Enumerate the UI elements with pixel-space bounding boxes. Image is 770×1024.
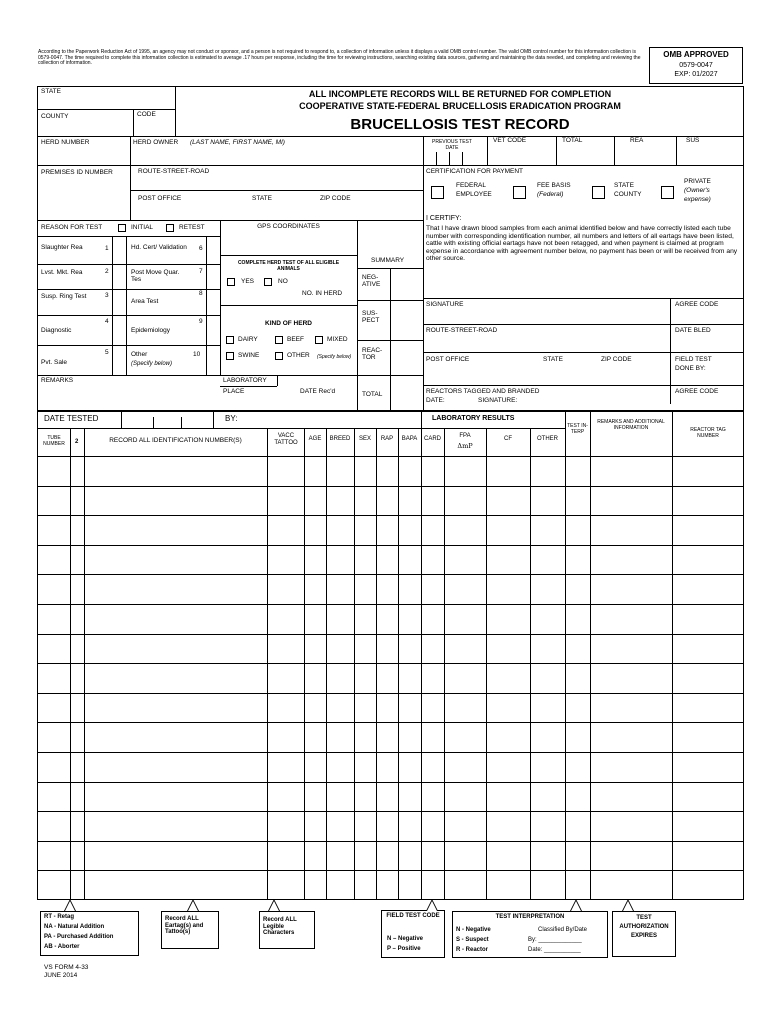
expense-label: expense) [684,196,711,203]
signature-label: SIGNATURE [426,301,464,308]
reason-post-move: Post Move Quar. Tes [131,269,180,284]
table-row[interactable] [38,842,743,870]
reason-num-10: 10 [193,351,201,358]
form-number: VS FORM 4-33 [44,964,89,971]
field-test-label: FIELD TEST [675,356,712,363]
reason-num-5: 5 [105,349,109,356]
col-age: AGE [308,436,322,442]
cert-zip-label: ZIP CODE [601,356,632,363]
agree-code-label: AGREE CODE [675,301,719,308]
kind-of-herd-label: KIND OF HERD [265,320,312,327]
paperwork-notice: According to the Paperwork Reduction Act of 1995, an agency may not conduct or sponsor, and a person is not required to respond to, a collection of information unless it displays a valid OMB control number. The valid OMB control number for this information collection is 0579-0047. The time required to complete this information collection is estimated to average .17 hours per response, including the time for reviewing instructions, searching existing data sources, gathering and maintaining the data needed, and completing and reviewing the collection of information. [38,49,641,67]
reason-num-9: 9 [199,318,203,325]
reason-slaughter: Slaughter Rea [41,244,83,251]
legend-aborter: AB - Aborter [44,944,80,950]
legend-purchased-addition: PA - Purchased Addition [44,934,114,940]
previous-test-date-label: PREVIOUS TEST DATE [432,139,472,151]
sus-label: SUS [686,137,700,144]
beef-label: BEEF [287,336,304,343]
col-test-interp: TEST IN- TERP [567,423,588,435]
reason-num-3: 3 [105,292,109,299]
state-field[interactable] [40,97,172,108]
i-certify-label: I CERTIFY: [426,215,462,222]
certification-heading: CERTIFICATION FOR PAYMENT [426,168,524,175]
legend-authorization: TEST AUTHORIZATION EXPIRES [619,915,669,939]
route-street-road-label: ROUTE-STREET-ROAD [138,168,210,175]
code-label: CODE [137,111,156,118]
retest-checkbox[interactable] [166,224,174,232]
fee-basis-label: FEE BASIS [537,182,571,189]
complete-herd-test-label: COMPLETE HERD TEST OF ALL ELIGIBLE ANIMALS [237,260,340,272]
mixed-label: MIXED [327,336,348,343]
reason-label: REASON FOR TEST [41,224,103,231]
gps-label: GPS COORDINATES [257,223,320,230]
place-label: PLACE [223,388,245,395]
dairy-checkbox[interactable] [226,336,234,344]
private-label: PRIVATE [684,178,711,185]
reactors-tagged-label: REACTORS TAGGED AND BRANDED [426,388,540,395]
vet-code-label: VET CODE [493,137,527,144]
cert-post-office-label: POST OFFICE [426,356,470,363]
premises-id-label: PREMISES ID NUMBER [41,169,113,176]
herd-owner-label: HERD OWNER [133,139,179,146]
col-remarks: REMARKS AND ADDITIONAL INFORMATION [597,419,665,431]
post-office-label: POST OFFICE [138,195,182,202]
col-fpa: FPA [459,433,471,439]
owners-label: (Owner's [684,187,710,194]
legend-interp-reactor: R - Reactor [456,947,489,953]
table-row[interactable] [38,516,743,544]
col-reactor-tag: REACTOR TAG NUMBER [690,427,726,439]
reason-suspect-ring: Susp. Ring Test [41,293,87,300]
legend-interp-negative: N - Negative [456,927,491,933]
table-row[interactable] [38,783,743,811]
cert-county-label: COUNTY [614,191,642,198]
laboratory-results-label: LABORATORY RESULTS [432,415,515,422]
employee-label: EMPLOYEE [456,191,492,198]
reactors-signature-label: SIGNATURE: [478,397,518,404]
legend-legible: Record ALL Legible Characters [263,917,297,937]
col-two: 2 [75,439,79,445]
mixed-checkbox[interactable] [315,336,323,344]
table-row[interactable] [38,871,743,899]
date-recd-label: DATE Rec'd [300,388,336,395]
initial-label: INITIAL [131,224,154,231]
beef-checkbox[interactable] [275,336,283,344]
reason-other: Other [131,351,148,358]
col-tube-number: TUBE NUMBER [43,435,65,447]
table-row[interactable] [38,812,743,840]
date-bled-label: DATE BLED [675,327,711,334]
table-row[interactable] [38,605,743,633]
col-card: CARD [423,436,441,442]
legend-interp-suspect: S - Suspect [456,937,489,943]
summary-negative: NEG- ATIVE [362,274,381,289]
rea-label: REA [630,137,644,144]
tested-by-label: BY: [225,414,238,423]
col-sex: SEX [358,436,371,442]
legend-eartags: Record ALL Eartag(s) and Tattoo(s) [165,916,204,936]
state-label: STATE [41,88,61,95]
summary-label: SUMMARY [371,257,405,264]
col-bapa: BAPA [401,436,418,442]
table-row[interactable] [38,487,743,515]
form-date: JUNE 2014 [44,972,78,979]
dairy-label: DAIRY [238,336,258,343]
legend-field-test-code: FIELD TEST CODE [386,913,440,919]
other-herd-label: OTHER [287,352,310,359]
reactors-date-label: DATE: [426,397,445,404]
state2-label: STATE [252,195,272,202]
federal-label: FEDERAL [456,182,486,189]
reason-num-6: 6 [199,245,203,252]
reason-other-specify: (Specify below) [131,361,173,367]
table-row[interactable] [38,546,743,574]
legend-date-line: Date: ___________ [528,947,581,953]
omb-expiration: EXP: 01/2027 [674,71,718,78]
federal-paren-label: (Federal) [537,191,564,198]
cert-route-label: ROUTE-STREET-ROAD [426,327,498,334]
herd-owner-hint: (LAST NAME, FIRST NAME, MI) [190,139,285,146]
table-row[interactable] [38,723,743,751]
complete-yes-label: YES [241,278,255,285]
reason-area-test: Area Test [131,298,159,305]
fee-basis-checkbox[interactable] [513,186,526,199]
col-breed: BREED [329,436,351,442]
table-row[interactable] [38,664,743,692]
total-label: TOTAL [562,137,583,144]
col-fpa-unit: ΔmP [457,442,473,450]
private-checkbox[interactable] [661,186,674,199]
legend-natural-addition: NA - Natural Addition [44,924,105,930]
table-row[interactable] [38,694,743,722]
complete-no-checkbox[interactable] [264,278,272,286]
swine-checkbox[interactable] [226,352,234,360]
omb-number: 0579-0047 [679,62,713,69]
initial-checkbox[interactable] [118,224,126,232]
reason-num-8: 8 [199,290,203,297]
summary-total: TOTAL [362,391,383,398]
summary-suspect: SUS- PECT [362,310,380,325]
state-county-checkbox[interactable] [592,186,605,199]
federal-employee-checkbox[interactable] [431,186,444,199]
summary-reactor: REAC- TOR [362,347,383,362]
swine-label: SWINE [238,352,260,359]
certification-statement: That I have drawn blood samples from each animal identified below and have correctly listed each tube number with corresponding identification number, all numbers and letters of all eartags have been listed, cattle with existing official eartags have not been retagged, and when payment is claimed at program expense in accordance with agreement number below, no payment has been or will be received from any other source. [426,225,738,262]
county-label: COUNTY [41,113,69,120]
table-row[interactable] [38,635,743,663]
legend-classified: Classified By/Date [538,927,588,933]
table-row[interactable] [38,575,743,603]
herd-number-label: HERD NUMBER [41,139,90,146]
laboratory-label: LABORATORY [223,377,267,384]
table-row[interactable] [38,457,743,485]
reason-num-2: 2 [105,268,109,275]
cert-state2-label: STATE [543,356,563,363]
legend-interp-title: TEST INTERPRETATION [495,914,565,920]
legend-retag: RT - Retag [44,914,74,920]
col-rap: RAP [380,436,394,442]
reason-num-4: 4 [105,318,109,325]
col-record-ids: RECORD ALL IDENTIFICATION NUMBER(S) [109,437,242,444]
reason-livestock-market: Lvst. Mkt. Rea [41,269,83,276]
cert-state-label: STATE [614,182,634,189]
omb-approved: OMB APPROVED [663,50,729,59]
reason-epidemiology: Epidemiology [131,327,171,334]
reason-diagnostic: Diagnostic [41,327,72,334]
retest-label: RETEST [179,224,205,231]
program-title: COOPERATIVE STATE-FEDERAL BRUCELLOSIS ERADICATION PROGRAM [299,101,621,111]
other-herd-specify: (Specify below) [317,354,352,360]
no-in-herd-label: NO. IN HERD [302,290,343,297]
legend-field-negative: N – Negative [387,936,424,942]
notice-incomplete: ALL INCOMPLETE RECORDS WILL BE RETURNED FOR COMPLETION [308,89,612,99]
complete-no-label: NO [278,278,288,285]
reason-private-sale: Pvt. Sale [41,359,68,366]
other-herd-checkbox[interactable] [275,352,283,360]
col-other: OTHER [537,436,558,442]
complete-yes-checkbox[interactable] [227,278,235,286]
reason-num-1: 1 [105,245,109,252]
reason-num-7: 7 [199,268,203,275]
legend-by-line: By: _____________ [528,937,582,943]
table-row[interactable] [38,753,743,781]
remarks-label: REMARKS [41,377,74,384]
col-cf: CF [504,436,512,442]
done-by-label: DONE BY: [675,365,706,372]
date-tested-label: DATE TESTED [44,414,99,423]
col-vacc-tattoo: VACC TATTOO [274,433,298,446]
agree-code2-label: AGREE CODE [675,388,719,395]
legend-field-positive: P – Positive [387,946,421,952]
form-title: BRUCELLOSIS TEST RECORD [350,116,570,133]
reason-herd-cert: Hd. Cert/ Validation [131,244,187,251]
zip-code-label: ZIP CODE [320,195,351,202]
